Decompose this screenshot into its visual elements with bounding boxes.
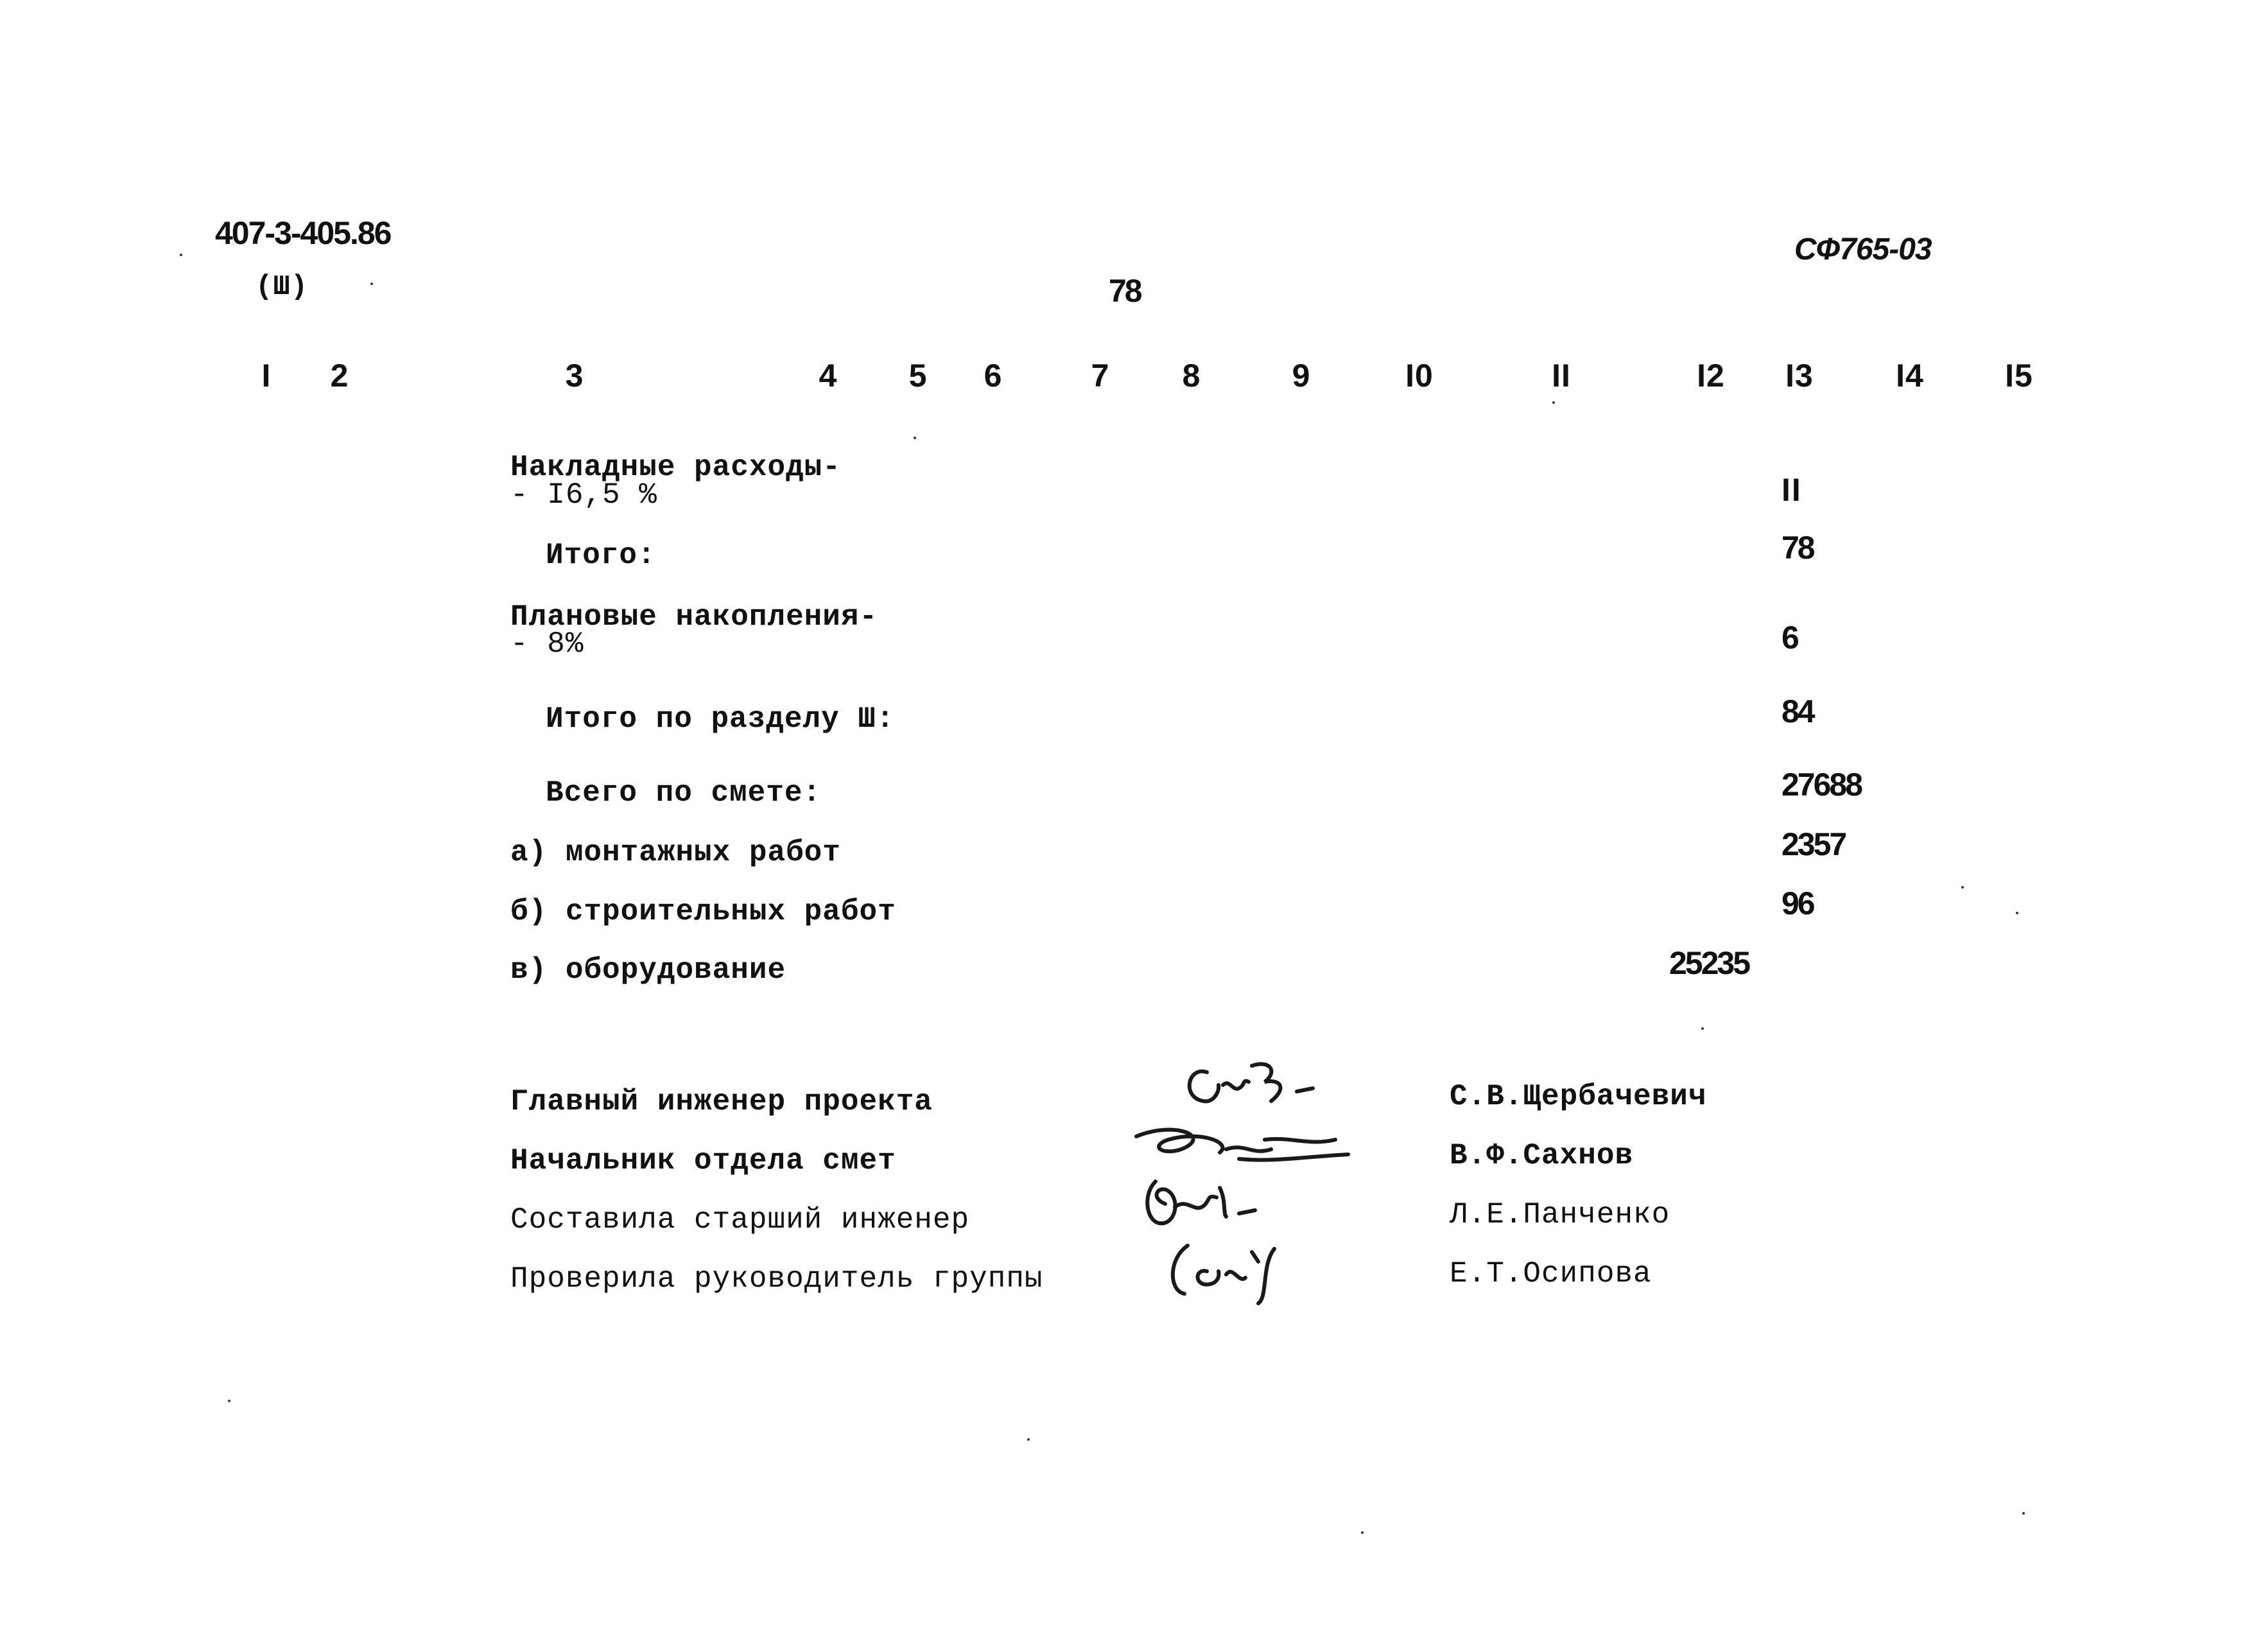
page-number: 78 bbox=[1109, 273, 1141, 309]
column-number: 8 bbox=[1182, 358, 1201, 394]
signer-position: Главный инженер проекта bbox=[510, 1085, 933, 1118]
signer-name: В.Ф.Сахнов bbox=[1450, 1139, 1634, 1172]
handwritten-signature bbox=[1123, 1117, 1367, 1175]
column-number: 5 bbox=[908, 358, 928, 394]
row-value-col13: 6 bbox=[1782, 620, 1798, 656]
row-label: - I6,5 % bbox=[510, 478, 657, 512]
column-number: 3 bbox=[565, 358, 584, 394]
row-label: Итого по разделу Ш: bbox=[546, 702, 895, 736]
scan-speck bbox=[180, 254, 182, 256]
scan-speck bbox=[370, 283, 373, 285]
document-code: 407-3-405.86 bbox=[215, 215, 391, 251]
scan-speck bbox=[914, 437, 916, 439]
scan-speck bbox=[1701, 1027, 1704, 1030]
column-number: 9 bbox=[1292, 358, 1311, 394]
scan-speck bbox=[1361, 1531, 1364, 1534]
signer-name: Л.Е.Панченко bbox=[1450, 1198, 1670, 1231]
row-value-col13: 27688 bbox=[1782, 767, 1862, 803]
handwritten-signature bbox=[1168, 1053, 1387, 1124]
scan-speck bbox=[2016, 912, 2018, 914]
column-number: I5 bbox=[2005, 358, 2033, 394]
signer-name: Е.Т.Осипова bbox=[1450, 1257, 1652, 1291]
row-label: Плановые накопления- bbox=[510, 600, 878, 634]
column-number: I2 bbox=[1697, 358, 1725, 394]
column-number: I0 bbox=[1405, 358, 1434, 394]
row-value-col13: 2357 bbox=[1782, 826, 1846, 862]
column-number: II bbox=[1552, 358, 1571, 394]
column-number: 6 bbox=[984, 358, 1003, 394]
signer-position: Начальник отдела смет bbox=[510, 1144, 896, 1178]
row-value-col12: 25235 bbox=[1669, 945, 1749, 981]
row-label: в) оборудование bbox=[510, 953, 786, 987]
scan-speck bbox=[228, 1400, 230, 1402]
row-value-col13: 96 bbox=[1782, 885, 1814, 921]
handwritten-signature bbox=[1156, 1226, 1348, 1310]
row-value-col13: 78 bbox=[1782, 530, 1814, 566]
scan-speck bbox=[1027, 1438, 1030, 1441]
column-number: I4 bbox=[1896, 358, 1924, 394]
scan-speck bbox=[2022, 1512, 2025, 1515]
column-number: I bbox=[261, 358, 272, 394]
signer-name: С.В.Щербачевич bbox=[1450, 1080, 1707, 1113]
row-value-col13: 84 bbox=[1782, 693, 1814, 729]
column-number: 7 bbox=[1091, 358, 1110, 394]
row-label: Накладные расходы- bbox=[510, 451, 841, 484]
row-label: б) строительных работ bbox=[510, 895, 896, 928]
row-label: Итого: bbox=[546, 539, 656, 572]
section-label: (Ш) bbox=[256, 271, 309, 303]
column-number: I3 bbox=[1785, 358, 1814, 394]
row-label: - 8% bbox=[510, 627, 584, 661]
column-number: 2 bbox=[330, 358, 349, 394]
scan-speck bbox=[1552, 401, 1555, 404]
signer-position: Проверила руководитель группы bbox=[510, 1262, 1043, 1296]
column-number: 4 bbox=[819, 358, 838, 394]
signer-position: Составила старший инженер bbox=[510, 1203, 970, 1237]
scan-speck bbox=[1961, 886, 1964, 889]
row-label: а) монтажных работ bbox=[510, 836, 841, 869]
row-label: Всего по смете: bbox=[546, 776, 822, 810]
document-stamp: СФ765-03 bbox=[1794, 232, 1932, 266]
row-value-col13: II bbox=[1782, 472, 1802, 508]
